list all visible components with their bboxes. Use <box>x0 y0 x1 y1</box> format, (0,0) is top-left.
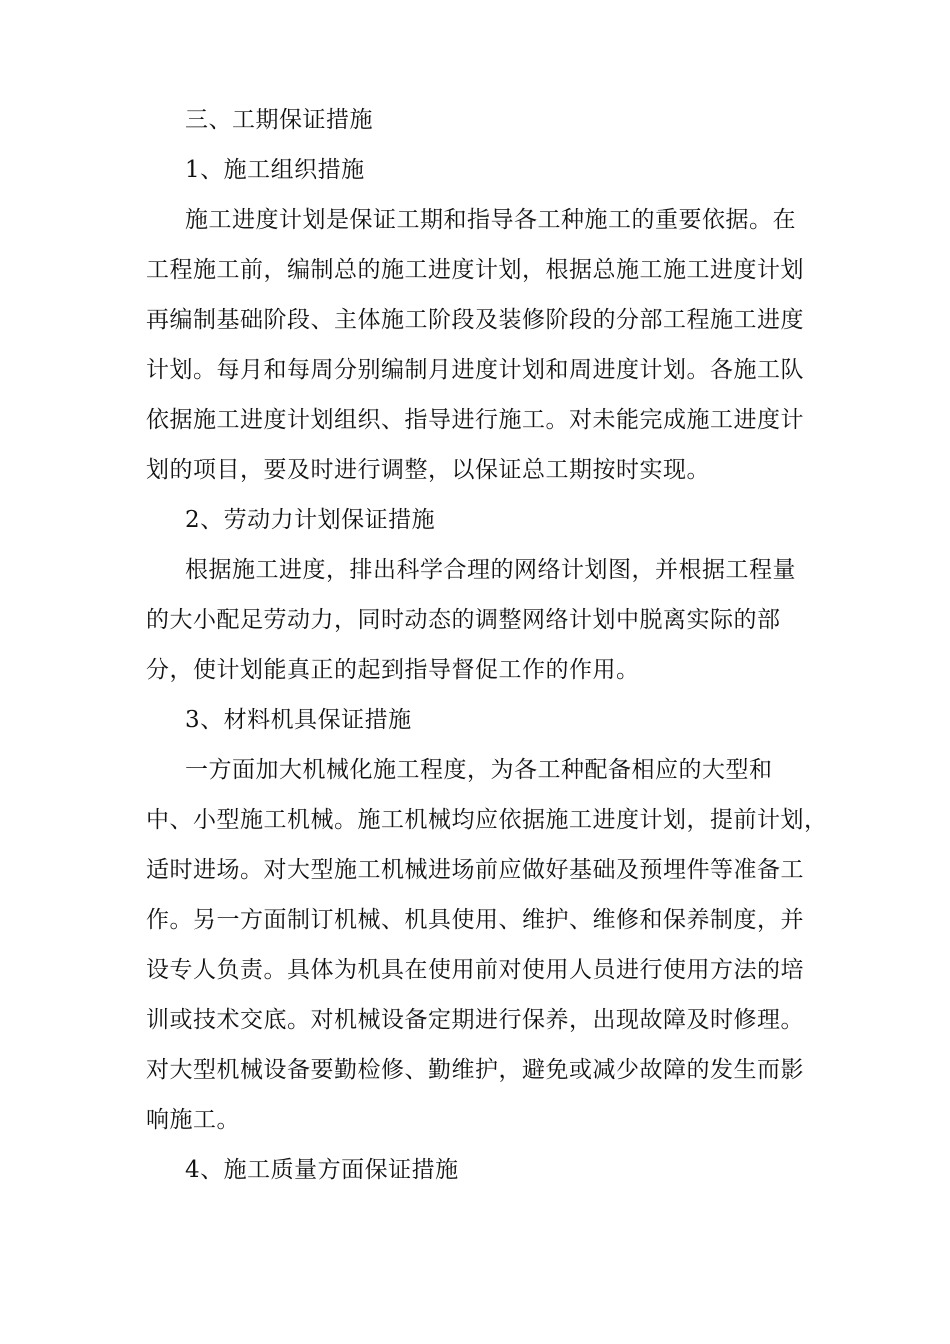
paragraph-line: 划的项目，要及时进行调整，以保证总工期按时实现。 <box>146 457 710 483</box>
paragraph-line: 再编制基础阶段、主体施工阶段及装修阶段的分部工程施工进度 <box>146 307 804 333</box>
paragraph-line: 一方面加大机械化施工程度，为各工种配备相应的大型和 <box>185 757 773 783</box>
paragraph-line: 依据施工进度计划组织、指导进行施工。对未能完成施工进度计 <box>146 407 804 433</box>
paragraph-line: 响施工。 <box>146 1107 240 1133</box>
paragraph-line: 中、小型施工机械。施工机械均应依据施工进度计划，提前计划， <box>146 807 828 833</box>
paragraph-line: 作。另一方面制订机械、机具使用、维护、维修和保养制度，并 <box>146 907 804 933</box>
paragraph-line: 的大小配足劳动力，同时动态的调整网络计划中脱离实际的部 <box>146 607 781 633</box>
subsection-heading-2: 2、劳动力计划保证措施 <box>185 507 436 533</box>
paragraph-line: 对大型机械设备要勤检修、勤维护，避免或减少故障的发生而影 <box>146 1057 804 1083</box>
paragraph-line: 施工进度计划是保证工期和指导各工种施工的重要依据。在 <box>185 207 796 233</box>
paragraph-line: 适时进场。对大型施工机械进场前应做好基础及预埋件等准备工 <box>146 857 804 883</box>
section-title: 三、工期保证措施 <box>185 107 373 133</box>
subsection-heading-1: 1、施工组织措施 <box>185 157 365 183</box>
paragraph-line: 训或技术交底。对机械设备定期进行保养，出现故障及时修理。 <box>146 1007 804 1033</box>
subsection-heading-3: 3、材料机具保证措施 <box>185 707 412 733</box>
paragraph-line: 分，使计划能真正的起到指导督促工作的作用。 <box>146 657 640 683</box>
paragraph-line: 工程施工前，编制总的施工进度计划，根据总施工施工进度计划 <box>146 257 804 283</box>
paragraph-line: 根据施工进度，排出科学合理的网络计划图，并根据工程量 <box>185 557 796 583</box>
paragraph-line: 设专人负责。具体为机具在使用前对使用人员进行使用方法的培 <box>146 957 804 983</box>
subsection-heading-4: 4、施工质量方面保证措施 <box>185 1157 459 1183</box>
paragraph-line: 计划。每月和每周分别编制月进度计划和周进度计划。各施工队 <box>146 357 804 383</box>
